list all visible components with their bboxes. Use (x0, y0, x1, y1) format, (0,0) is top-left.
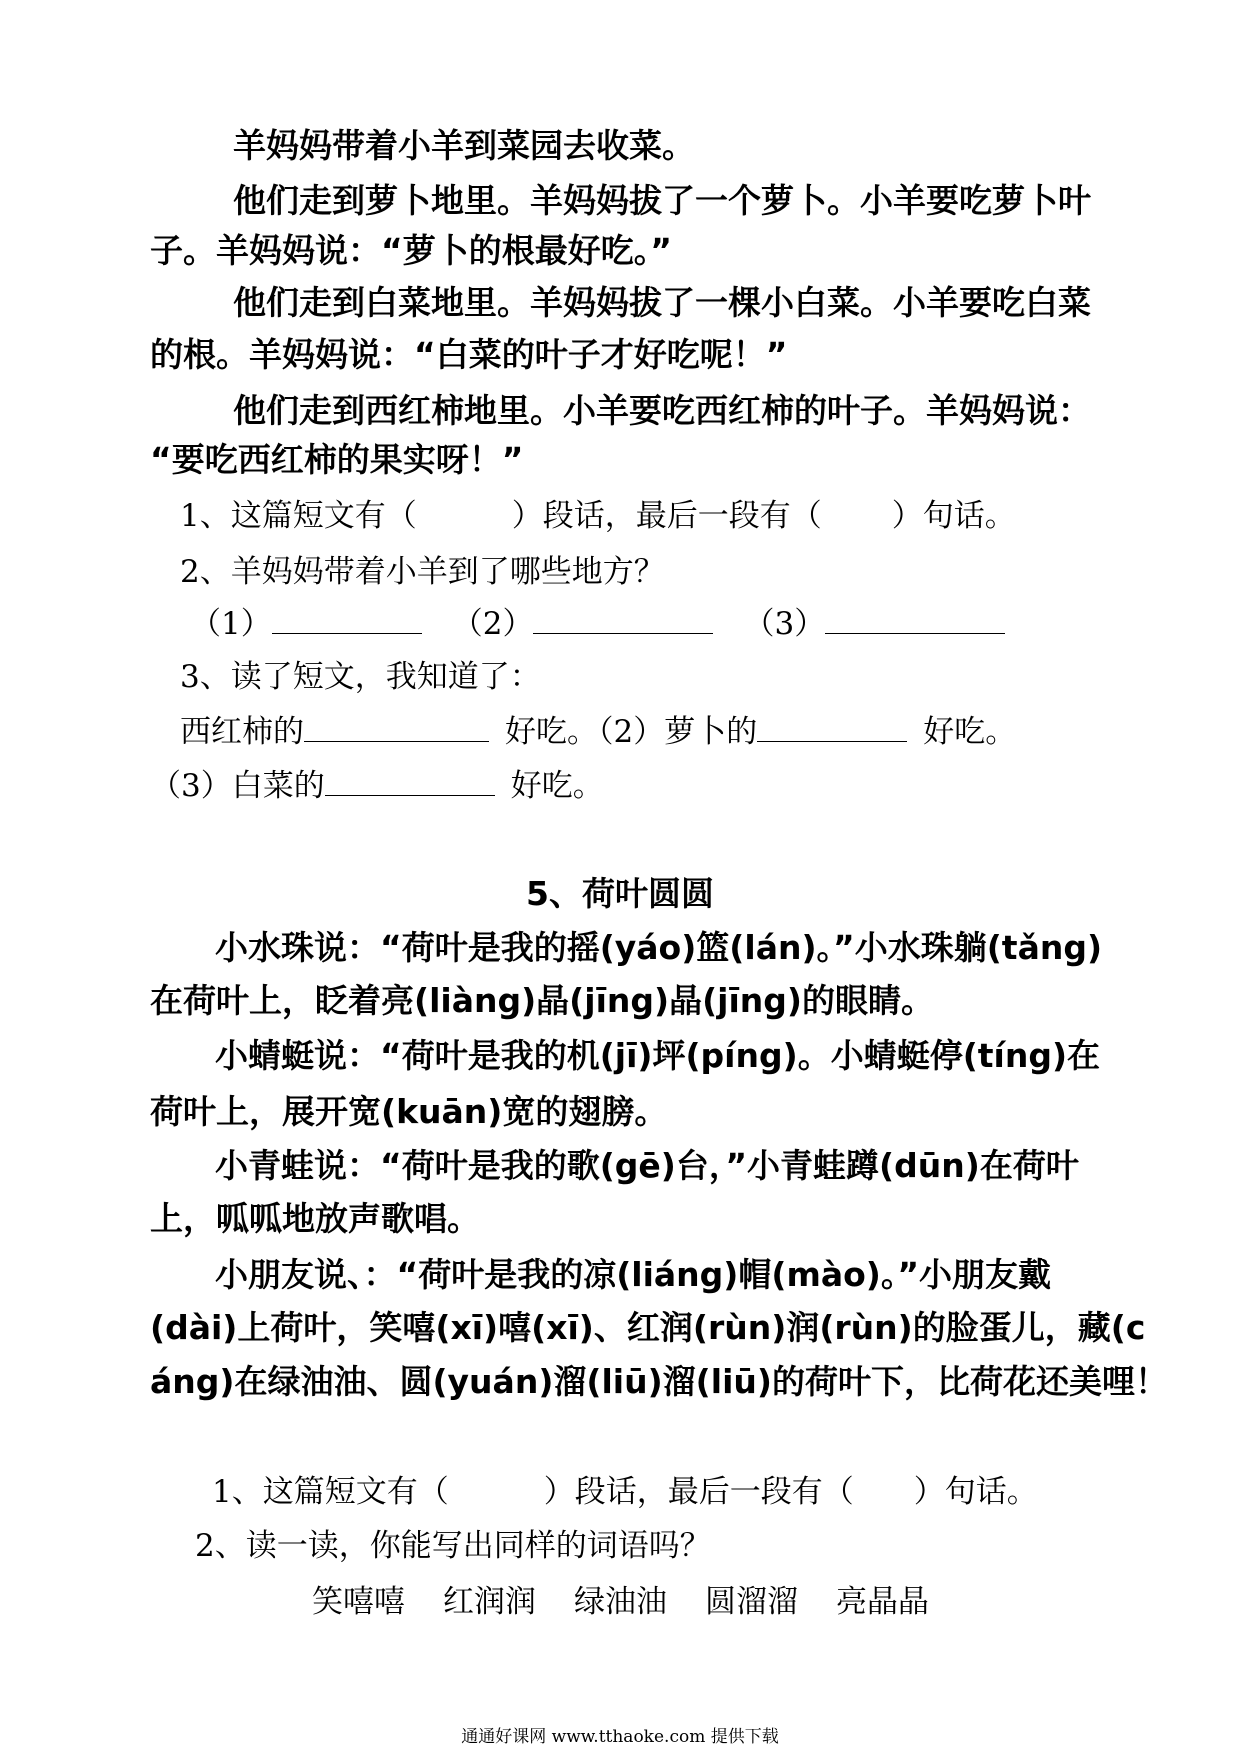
question1-3: 3、读了短文，我知道了： (180, 659, 541, 695)
story2-paragraph-4-line-1: 小朋友说、：“荷叶是我的凉(liáng)帽(mào)。”小朋友戴 (215, 1255, 1052, 1294)
question2-2-words (312, 1580, 1115, 1624)
q3-a1-end: 好吃。（2）萝卜的 (505, 714, 758, 750)
question1-3-answers-line-2 (150, 764, 1115, 808)
word-1: 笑嘻嘻 (312, 1584, 405, 1620)
story1-paragraph-3-line-2: 的根。羊妈妈说：“白菜的叶子才好吃呢！” (150, 335, 788, 374)
story2-paragraph-4-line-3: áng)在绿油油、圆(yuán)溜(liū)溜(liū)的荷叶下，比荷花还美哩！ (150, 1362, 1168, 1401)
question1-2-answers (190, 602, 1115, 646)
q2-1-text-b: ）段话，最后一段有（ (543, 1474, 854, 1510)
story1-paragraph-2-line-1: 他们走到萝卜地里。羊妈妈拔了一个萝卜。小羊要吃萝卜叶 (233, 181, 1091, 220)
question2-2: 2、读一读，你能写出同样的词语吗？ (195, 1528, 711, 1564)
q2-option-2-blank[interactable] (533, 603, 713, 634)
q2-option-3-label: （3） (743, 606, 826, 642)
q2-option-1-blank[interactable] (272, 603, 422, 634)
story1-paragraph-4-line-2: “要吃西红柿的果实呀！” (150, 440, 524, 479)
q3-b1-label: （3）白菜的 (150, 768, 325, 804)
q1-text-c: ）句话。 (891, 498, 1016, 534)
word-4: 圆溜溜 (705, 1584, 798, 1620)
story2-paragraph-4-line-2: (dài)上荷叶，笑嘻(xī)嘻(xī)、红润(rùn)润(rùn)的脸蛋儿，藏(c (150, 1308, 1146, 1347)
q2-option-3-blank[interactable] (825, 603, 1005, 634)
word-2: 红润润 (443, 1584, 536, 1620)
story1-paragraph-4-line-1: 他们走到西红柿地里。小羊要吃西红柿的叶子。羊妈妈说： (233, 391, 1091, 430)
q2-option-2-label: （2） (451, 606, 534, 642)
story2-paragraph-1-line-2: 在荷叶上，眨着亮(liàng)晶(jīng)晶(jīng)的眼睛。 (150, 981, 934, 1020)
story2-paragraph-2-line-1: 小蜻蜓说：“荷叶是我的机(jī)坪(píng)。小蜻蜓停(tíng)在 (215, 1036, 1101, 1075)
story1-paragraph-2-line-2: 子。羊妈妈说：“萝卜的根最好吃。” (150, 231, 672, 270)
q1-text-b: ）段话，最后一段有（ (511, 498, 822, 534)
question1-1 (180, 494, 1115, 538)
q2-1-text-a: 1、这篇短文有（ (212, 1474, 449, 1510)
footer-source: 通通好课网 www.tthaoke.com 提供下载 (461, 1727, 779, 1747)
q1-text-a: 1、这篇短文有（ (180, 498, 417, 534)
q3-radish-blank[interactable] (757, 711, 907, 742)
story1-paragraph-3-line-1: 他们走到白菜地里。羊妈妈拔了一棵小白菜。小羊要吃白菜 (233, 283, 1091, 322)
word-3: 绿油油 (574, 1584, 667, 1620)
story2-paragraph-2-line-2: 荷叶上，展开宽(kuān)宽的翅膀。 (150, 1092, 668, 1131)
q2-1-text-c: ）句话。 (913, 1474, 1038, 1510)
story2-title: 5、荷叶圆圆 (526, 874, 714, 913)
q3-tomato-blank[interactable] (304, 711, 489, 742)
story2-paragraph-1-line-1: 小水珠说：“荷叶是我的摇(yáo)篮(lán)。”小水珠躺(tǎng) (215, 928, 1103, 967)
q3-cabbage-blank[interactable] (325, 765, 495, 796)
q2-option-1-label: （1） (190, 606, 272, 642)
story2-paragraph-3-line-1: 小青蛙说：“荷叶是我的歌(gē)台，”小青蛙蹲(dūn)在荷叶 (215, 1146, 1079, 1185)
word-5: 亮晶晶 (836, 1584, 929, 1620)
question1-3-answers-line-1 (180, 710, 1115, 754)
q3-b1-end: 好吃。 (510, 768, 604, 804)
question1-2: 2、羊妈妈带着小羊到了哪些地方？ (180, 554, 665, 590)
q3-a2-end: 好吃。 (923, 714, 1017, 750)
question2-1 (212, 1470, 1115, 1514)
story1-paragraph-1: 羊妈妈带着小羊到菜园去收菜。 (233, 126, 695, 165)
q3-a1-label: 西红柿的 (180, 714, 304, 750)
story2-paragraph-3-line-2: 上，呱呱地放声歌唱。 (150, 1199, 480, 1238)
